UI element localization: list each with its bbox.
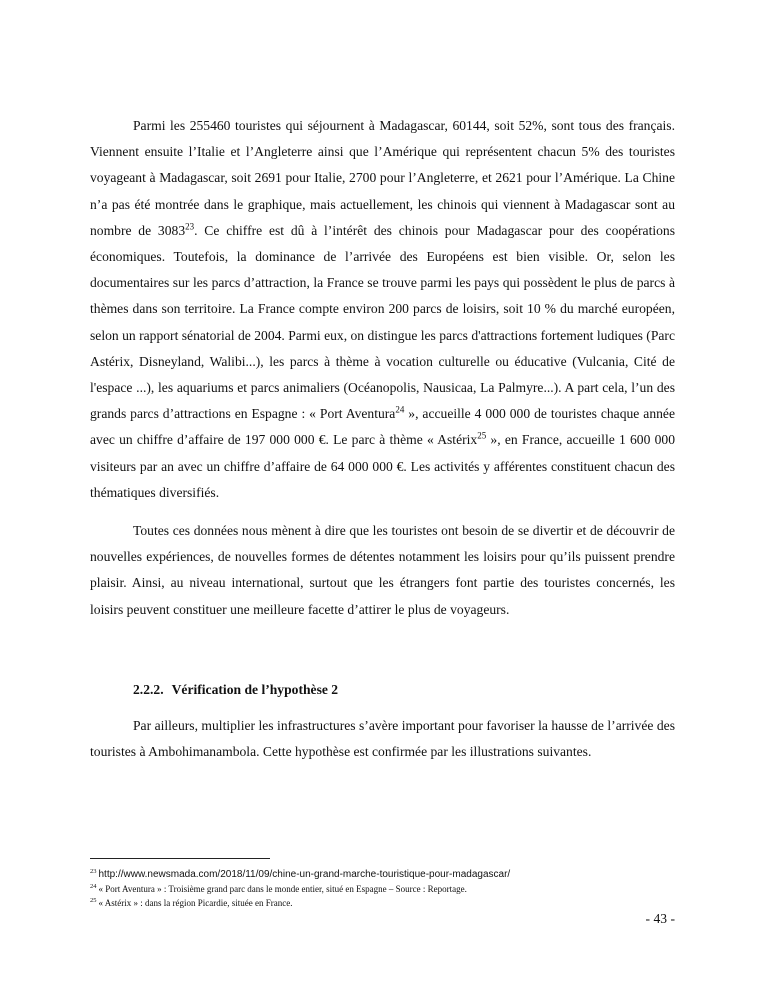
section-number: 2.2.2. (133, 681, 164, 697)
paragraph-tourist-statistics (90, 113, 675, 506)
paragraph-text: », en France, accueille 1 600 000 visiteurs par an avec un chiffre d’affaire de 64 000 000 €. Les activités y afférentes constituent chacun des thématiques diversifiés. (90, 432, 675, 500)
footnote-24 (90, 882, 675, 896)
section-title: Vérification de l’hypothèse 2 (171, 681, 339, 697)
footnote-separator (90, 858, 270, 859)
footnote-text: « Port Aventura » : Troisième grand parc dans le monde entier, situé en Espagne – Source : Reportage. (98, 884, 467, 894)
footnote-ref-25: 25 (477, 430, 487, 441)
section-heading (90, 677, 675, 703)
footnote-link[interactable]: http://www.newsmada.com/2018/11/09/chine-un-grand-marche-touristique-pour-madagascar/ (98, 869, 511, 880)
footnote-25 (90, 896, 675, 910)
footnote-ref-24: 24 (395, 404, 405, 415)
footnote-number: 25 (90, 897, 97, 904)
footnote-number: 24 (90, 883, 97, 890)
footnotes (90, 858, 675, 910)
page-number: - 43 - (645, 911, 675, 926)
footnote-text: « Astérix » : dans la région Picardie, située en France. (98, 898, 293, 908)
footnote-number: 23 (90, 868, 97, 875)
paragraph-leisure-conclusion: Toutes ces données nous mènent à dire que les touristes ont besoin de se divertir et de découvrir de nouvelles expériences, de nouvelles formes de détentes notamment les loisirs pour qu’ils puissent prendre plaisir. Ainsi, au niveau international, surtout que les étrangers font partie des touristes concernés, les loisirs peuvent constituer une meilleure facette d’attirer le plus de voyageurs. (90, 523, 675, 617)
paragraph-text: », accueille 4 000 000 de touristes chaque année avec un chiffre d’affaire de 197 000 000 €. Le parc à thème « Astérix (90, 406, 675, 448)
paragraph-text: Parmi les 255460 touristes qui séjournent à Madagascar, 60144, soit 52%, sont tous des français. Viennent ensuite l’Italie et l’Angleterre ainsi que l’Amérique qui représentent chacun 5% des touristes voyageant à Madagascar, soit 2691 pour Italie, 2700 pour l’Angleterre, et 2621 pour l’Amérique. La Chine n’a pas été montrée dans le graphique, mais actuellement, les chinois qui viennent à Madagascar sont au nombre de 3083 (90, 118, 675, 238)
footnote-ref-23: 23 (185, 221, 195, 232)
paragraph-text: . Ce chiffre est dû à l’intérêt des chinois pour Madagascar pour des coopérations économiques. Toutefois, la dominance de l’arrivée des Européens est bien visible. Or, selon les documentaires sur les parcs d’attraction, la France se trouve parmi les pays qui possèdent le plus de parcs à thèmes dans son territoire. La France compte environ 200 parcs de loisirs, soit 10 % du marché européen, selon un rapport sénatorial de 2004. Parmi eux, on distingue les parcs d'attractions fortement ludiques (Parc Astérix, Disneyland, Walibi...), les parcs à thème à vocation culturelle ou éducative (Vulcania, Cité de l'espace ...), les aquariums et parcs animaliers (Océanopolis, Nausicaa, La Palmyre...). A part cela, l’un des grands parcs d’attractions en Espagne : « Port Aventura (90, 222, 676, 422)
paragraph-hypothesis: Par ailleurs, multiplier les infrastructures s’avère important pour favoriser la hausse de l’arrivée des touristes à Ambohimanambola. Cette hypothèse est confirmée par les illustrations suivantes. (90, 717, 675, 760)
page-body (90, 113, 675, 765)
footnote-23 (90, 867, 675, 882)
